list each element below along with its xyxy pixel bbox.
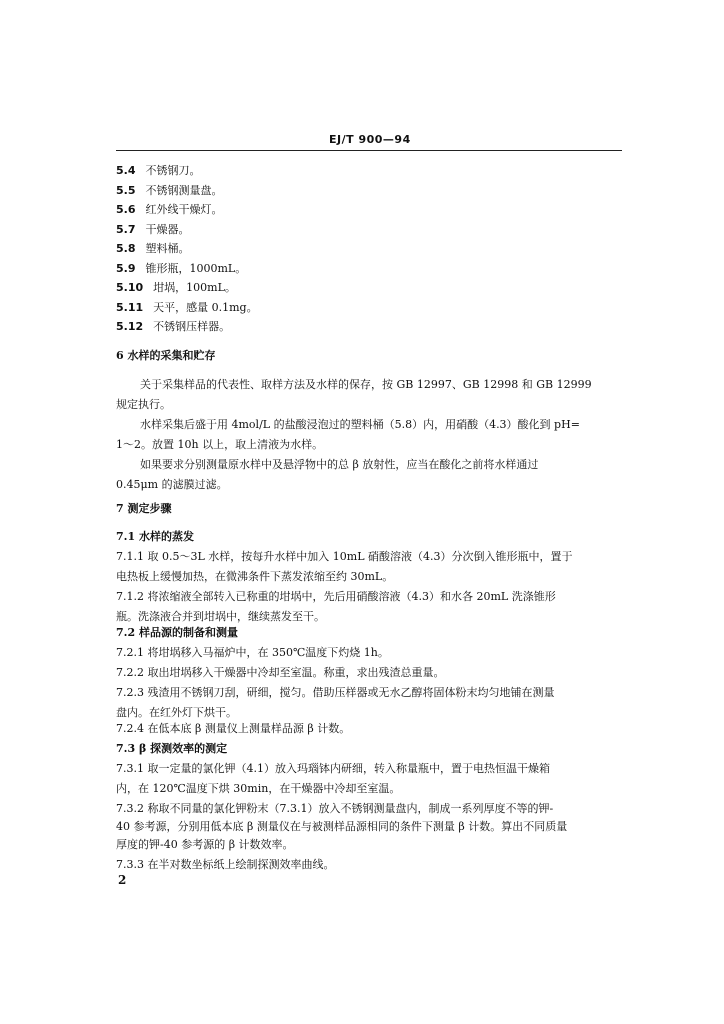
clause-7-2-3: 7.2.3 残渣用不锈钢刀刮，研细，搅匀。借助压样器或无水乙醇将固体粉末均匀地铺在测量 (116, 686, 555, 699)
clause-7-1-2-cont: 瓶。洗涤液合并到坩埚中，继续蒸发至干。 (116, 610, 325, 623)
item-text: 天平，感量 0.1mg。 (153, 300, 258, 314)
item-number: 5.9 (116, 261, 136, 275)
equipment-list (116, 164, 624, 340)
section-6-paragraph-2-cont: 1～2。放置 10h 以上，取上清液为水样。 (116, 438, 324, 451)
clause-7-3-1: 7.3.1 取一定量的氯化钾（4.1）放入玛瑙钵内研细，转入称量瓶中，置于电热恒温干燥箱 (116, 762, 550, 775)
list-item (116, 301, 624, 321)
clause-7-2-1: 7.2.1 将坩埚移入马福炉中，在 350℃温度下灼烧 1h。 (116, 646, 389, 659)
section-6-paragraph-1: 关于采集样品的代表性、取样方法及水样的保存，按 GB 12997、GB 12998 和 GB 12999 (140, 378, 592, 391)
section-6-paragraph-3: 如果要求分别测量原水样中及悬浮物中的总 β 放射性，应当在酸化之前将水样通过 (140, 458, 539, 471)
clause-7-1-1-cont: 电热板上缓慢加热，在微沸条件下蒸发浓缩至约 30mL。 (116, 570, 394, 583)
item-number: 5.4 (116, 164, 136, 177)
clause-7-3-2-cont: 40 参考源，分别用低本底 β 测量仪在与被测样品源相同的条件下测量 β 计数。算出不同质量 (116, 820, 568, 833)
clause-7-1-2: 7.1.2 将浓缩液全部转入已称重的坩埚中，先后用硝酸溶液（4.3）和水各 20mL 洗涤锥形 (116, 590, 556, 603)
list-item (116, 281, 624, 301)
clause-7-1-1: 7.1.1 取 0.5～3L 水样，按每升水样中加入 10mL 硝酸溶液（4.3）分次倒入锥形瓶中，置于 (116, 550, 573, 563)
list-item (116, 320, 624, 340)
item-number: 5.5 (116, 183, 136, 197)
page-header-code: EJ/T 900—94 (329, 133, 411, 146)
list-item (116, 203, 624, 223)
item-text: 不锈钢压样器。 (153, 320, 231, 333)
item-text: 坩埚，100mL。 (153, 281, 236, 294)
list-item (116, 223, 624, 243)
item-number: 5.11 (116, 300, 144, 314)
clause-7-2-3-cont: 盘内。在红外灯下烘干。 (116, 706, 237, 719)
section-6-heading: 6 水样的采集和贮存 (116, 349, 216, 362)
list-item (116, 262, 624, 282)
clause-7-3-2: 7.3.2 称取不同量的氯化钾粉末（7.3.1）放入不锈钢测量盘内，制成一系列厚度不等的钾- (116, 802, 554, 815)
clause-7-2-4: 7.2.4 在低本底 β 测量仪上测量样品源 β 计数。 (116, 722, 351, 735)
item-number: 5.6 (116, 203, 136, 216)
subsection-7-1-heading: 7.1 水样的蒸发 (116, 530, 194, 543)
header-rule (116, 150, 622, 151)
clause-7-3-3: 7.3.3 在半对数坐标纸上绘制探测效率曲线。 (116, 858, 335, 871)
item-text: 塑料桶。 (145, 242, 190, 255)
item-text: 不锈钢刀。 (145, 164, 201, 177)
clause-7-3-2-cont2: 厚度的钾-40 参考源的 β 计数效率。 (116, 838, 294, 851)
section-6-paragraph-1-cont: 规定执行。 (116, 398, 171, 411)
item-text: 干燥器。 (145, 222, 190, 236)
subsection-7-2-heading: 7.2 样品源的制备和测量 (116, 626, 238, 639)
list-item (116, 184, 624, 204)
section-6-paragraph-3-cont: 0.45μm 的滤膜过滤。 (116, 478, 228, 491)
item-text: 不锈钢测量盘。 (145, 183, 223, 197)
list-item (116, 164, 624, 184)
list-item (116, 242, 624, 262)
clause-7-3-1-cont: 内，在 120℃温度下烘 30min，在干燥器中冷却至室温。 (116, 782, 401, 795)
page-number: 2 (118, 873, 127, 887)
item-text: 锥形瓶，1000mL。 (145, 261, 247, 275)
item-text: 红外线干燥灯。 (145, 203, 223, 216)
item-number: 5.7 (116, 222, 136, 236)
section-7-heading: 7 测定步骤 (116, 502, 172, 515)
item-number: 5.12 (116, 320, 144, 333)
item-number: 5.10 (116, 281, 144, 294)
item-number: 5.8 (116, 242, 136, 255)
subsection-7-3-heading: 7.3 β 探测效率的测定 (116, 742, 228, 755)
section-6-paragraph-2: 水样采集后盛于用 4mol/L 的盐酸浸泡过的塑料桶（5.8）内，用硝酸（4.3）酸化到 pH= (140, 418, 580, 431)
clause-7-2-2: 7.2.2 取出坩埚移入干燥器中冷却至室温。称重，求出残渣总重量。 (116, 666, 445, 679)
